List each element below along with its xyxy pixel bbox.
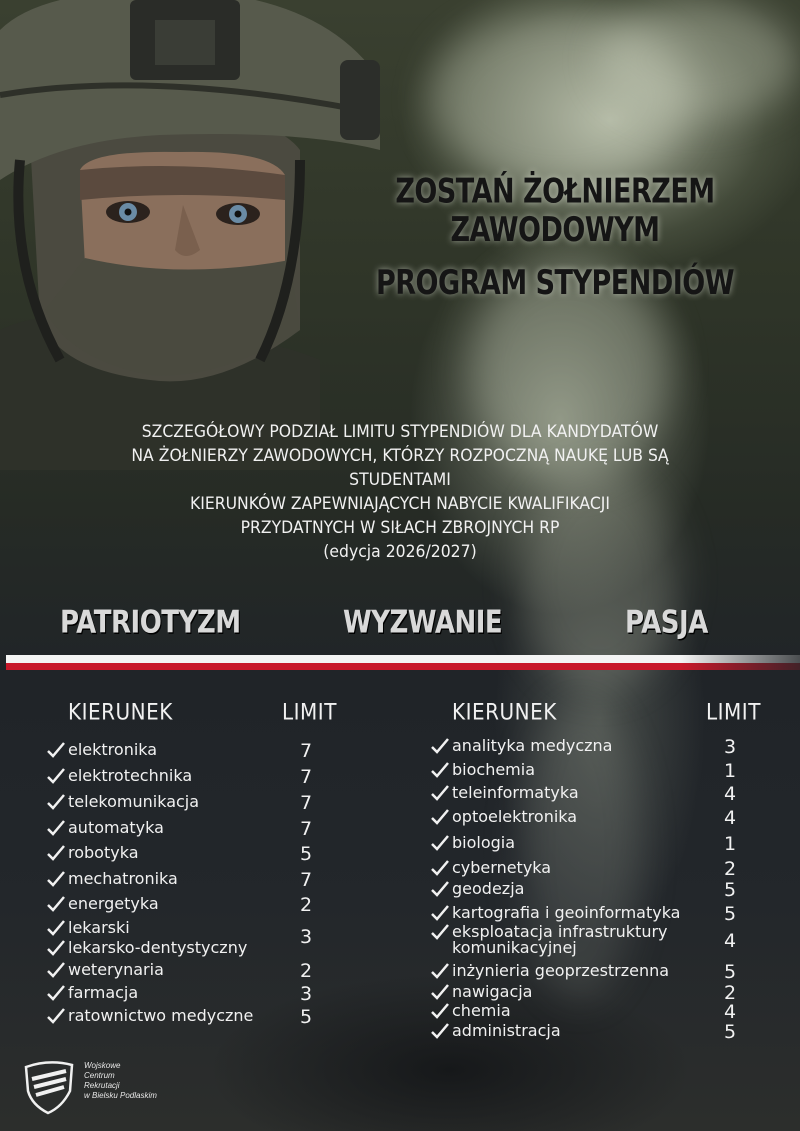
- checkmark-icon: [46, 938, 66, 958]
- table-row: [46, 1006, 346, 1030]
- column-header-limit: LIMIT: [706, 698, 761, 726]
- value-patriotyzm: PATRIOTYZM: [60, 605, 241, 641]
- checkmark-icon: [46, 894, 66, 914]
- table-row: [430, 783, 770, 807]
- table-row: [46, 740, 346, 764]
- poster-title: [320, 172, 790, 303]
- checkmark-icon: [430, 1021, 450, 1041]
- limit-value: 3: [723, 736, 737, 758]
- checkmark-icon: [46, 869, 66, 889]
- field-of-study: automatyka: [68, 818, 164, 837]
- value-pasja: PASJA: [625, 605, 708, 641]
- limit-value: 4: [723, 807, 737, 829]
- table-row: [46, 869, 346, 893]
- checkmark-icon: [46, 766, 66, 786]
- field-of-study: elektrotechnika: [68, 766, 193, 785]
- title-line-2: PROGRAM STYPENDIÓW: [375, 264, 735, 303]
- limit-value: 5: [299, 843, 313, 865]
- checkmark-icon: [46, 983, 66, 1003]
- smoke-cloud: [600, 0, 800, 120]
- field-of-study: teleinformatyka: [452, 783, 579, 802]
- shield-icon: [22, 1057, 76, 1115]
- limit-value: 5: [299, 1006, 313, 1028]
- limit-value: 7: [299, 869, 313, 891]
- column-header-kierunek: KIERUNEK: [452, 698, 557, 726]
- logo-text-line: w Bielsku Podlaskim: [84, 1091, 157, 1100]
- table-row: [46, 818, 346, 842]
- edition-label: (edycja 2026/2027): [323, 542, 477, 562]
- limit-value: 7: [299, 818, 313, 840]
- limit-value: 7: [299, 792, 313, 814]
- limit-value: 2: [723, 982, 737, 1004]
- description-line: KIERUNKÓW ZAPEWNIAJĄCYCH NABYCIE KWALIFIKACJI: [189, 494, 611, 514]
- table-row: [46, 843, 346, 867]
- limit-value: 5: [723, 879, 737, 901]
- polish-flag-stripe: [0, 655, 800, 673]
- logo-text-line: Centrum: [84, 1071, 115, 1080]
- table-row: [430, 1021, 770, 1045]
- field-of-study: cybernetyka: [452, 858, 552, 877]
- description-line: PRZYDATNYCH W SIŁACH ZBROJNYCH RP: [240, 518, 560, 538]
- limit-value: 2: [723, 858, 737, 880]
- field-of-study: eksploatacja infrastruktury: [452, 922, 668, 941]
- limit-value: 5: [723, 903, 737, 925]
- table-row: [46, 960, 346, 984]
- values-row: [0, 605, 800, 658]
- table-row: [46, 983, 346, 1007]
- limit-value: 4: [723, 930, 737, 952]
- checkmark-icon: [430, 736, 450, 756]
- field-of-study: geodezja: [452, 879, 525, 898]
- field-of-study: elektronika: [68, 740, 158, 759]
- table-row: [46, 894, 346, 918]
- field-of-study: administracja: [452, 1021, 561, 1040]
- limit-value: 1: [723, 833, 737, 855]
- table-row: [46, 766, 346, 790]
- field-of-study: lekarski: [68, 918, 130, 937]
- table-row: [430, 833, 770, 857]
- field-of-study: nawigacja: [452, 982, 533, 1001]
- table-row: [430, 760, 770, 784]
- field-of-study: optoelektronika: [452, 807, 578, 826]
- field-of-study: mechatronika: [68, 869, 178, 888]
- field-of-study: chemia: [452, 1001, 511, 1020]
- field-of-study: biologia: [452, 833, 516, 852]
- field-of-study: telekomunikacja: [68, 792, 200, 811]
- limit-value: 4: [723, 783, 737, 805]
- limit-value: 3: [299, 983, 313, 1005]
- limit-value: 5: [723, 1021, 737, 1043]
- logo-text-line: Wojskowe: [84, 1061, 121, 1070]
- field-of-study: komunikacyjnej: [452, 938, 577, 957]
- description: [87, 420, 713, 564]
- checkmark-icon: [430, 879, 450, 899]
- checkmark-icon: [430, 858, 450, 878]
- field-of-study: kartografia i geoinformatyka: [452, 903, 681, 922]
- table-row: [430, 879, 770, 903]
- field-of-study: robotyka: [68, 843, 139, 862]
- limit-value: 4: [723, 1001, 737, 1023]
- column-header-limit: LIMIT: [282, 698, 337, 726]
- limit-value: 1: [723, 760, 737, 782]
- limit-value: 7: [299, 740, 313, 762]
- logo-text: [84, 1061, 157, 1101]
- checkmark-icon: [46, 818, 66, 838]
- field-of-study: ratownictwo medyczne: [68, 1006, 254, 1025]
- limit-value: 3: [299, 926, 313, 948]
- field-of-study: biochemia: [452, 760, 536, 779]
- checkmark-icon: [430, 760, 450, 780]
- field-of-study: analityka medyczna: [452, 736, 613, 755]
- checkmark-icon: [46, 1006, 66, 1026]
- checkmark-icon: [46, 918, 66, 938]
- checkmark-icon: [46, 960, 66, 980]
- flag-red-band: [6, 663, 800, 670]
- value-wyzwanie: WYZWANIE: [343, 605, 503, 641]
- field-of-study: energetyka: [68, 894, 159, 913]
- field-of-study: lekarsko-dentystyczny: [68, 938, 248, 957]
- checkmark-icon: [430, 903, 450, 923]
- column-header-kierunek: KIERUNEK: [68, 698, 173, 726]
- checkmark-icon: [430, 1001, 450, 1021]
- checkmark-icon: [46, 843, 66, 863]
- wcr-logo: [22, 1057, 202, 1117]
- checkmark-icon: [430, 807, 450, 827]
- description-line: NA ŻOŁNIERZY ZAWODOWYCH, KTÓRZY ROZPOCZNĄ NAUKĘ LUB SĄ STUDENTAMI: [131, 446, 669, 490]
- flag-white-band: [6, 655, 800, 663]
- logo-text-line: Rekrutacji: [84, 1081, 120, 1090]
- field-of-study: weterynaria: [68, 960, 164, 979]
- field-of-study: farmacja: [68, 983, 139, 1002]
- limit-value: 2: [299, 960, 313, 982]
- checkmark-icon: [430, 783, 450, 803]
- checkmark-icon: [430, 982, 450, 1002]
- checkmark-icon: [46, 792, 66, 812]
- table-row: [430, 807, 770, 831]
- checkmark-icon: [430, 961, 450, 981]
- table-row: [46, 792, 346, 816]
- limit-value: 5: [723, 961, 737, 983]
- limit-value: 7: [299, 766, 313, 788]
- table-row: [430, 736, 770, 760]
- limit-value: 2: [299, 894, 313, 916]
- description-line: SZCZEGÓŁOWY PODZIAŁ LIMITU STYPENDIÓW DLA KANDYDATÓW: [141, 422, 659, 442]
- title-line-1: ZOSTAŃ ŻOŁNIERZEM ZAWODOWYM: [395, 172, 715, 250]
- field-of-study: inżynieria geoprzestrzenna: [452, 961, 670, 980]
- checkmark-icon: [46, 740, 66, 760]
- checkmark-icon: [430, 833, 450, 853]
